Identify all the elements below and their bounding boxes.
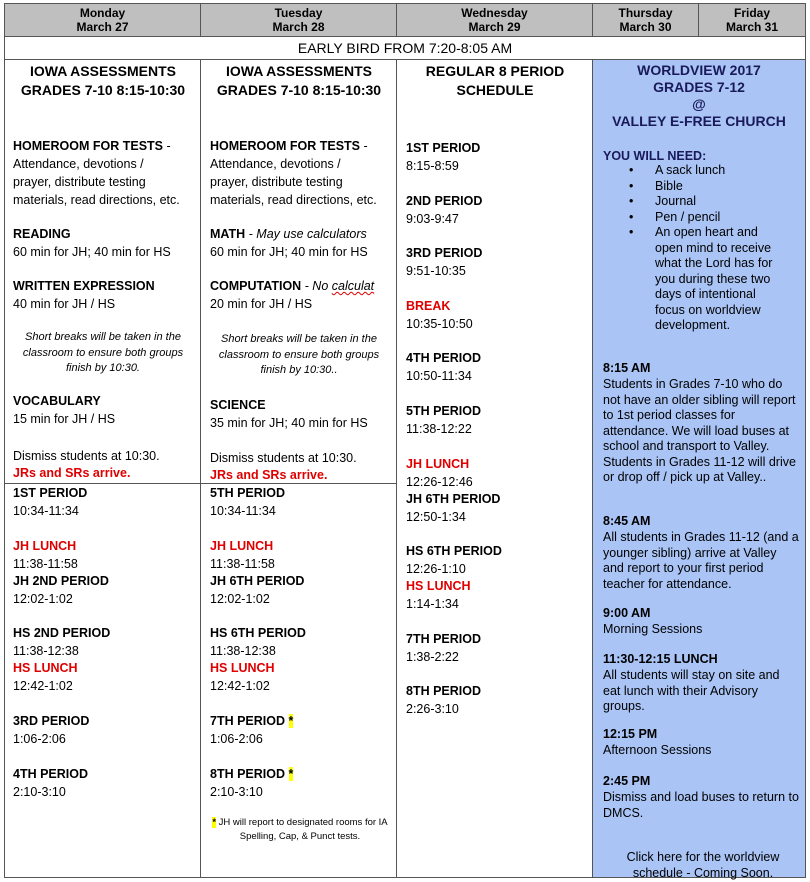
period-heading: HS 6TH PERIOD	[406, 544, 502, 558]
header-friday	[699, 4, 805, 37]
time-heading: 2:45 PM	[603, 774, 651, 788]
footnote	[207, 816, 393, 844]
asterisk-marker: *	[288, 767, 294, 781]
period-heading: 5TH PERIOD	[210, 486, 286, 500]
tuesday-homeroom-heading	[210, 138, 368, 155]
asterisk-marker: *	[288, 714, 294, 728]
test-time: 35 min for JH; 40 min for HS	[210, 416, 368, 430]
dismiss-text: Dismiss students at 10:30.	[210, 451, 357, 465]
test-label: COMPUTATION	[210, 279, 302, 293]
day-name: Wednesday	[461, 6, 528, 20]
homeroom-dash: -	[360, 139, 368, 153]
period-heading: 4TH PERIOD	[13, 767, 89, 781]
test-note-misspelled: calculat	[331, 279, 375, 293]
period-time: 11:38-11:58	[13, 557, 78, 571]
time-heading: 11:30-12:15 LUNCH	[603, 652, 718, 666]
homeroom-line: materials, read directions, etc.	[13, 193, 180, 207]
tuesday-column	[201, 60, 397, 877]
test-heading-math	[210, 226, 367, 243]
list-item: • An open heart and open mind to receive what the Lord has for you during these two days of intentional focus on worldview development.	[627, 225, 787, 334]
day-name: Tuesday	[274, 6, 323, 20]
day-name: Monday	[79, 6, 126, 20]
time-description: Students in Grades 7-10 who do not have an older sibling will report to 1st period classes for attendance. We will load buses at school and transport to Valley. Students in Grades 11-12 will drive or drop off / pick up at Valley..	[603, 377, 796, 484]
period-heading: 3RD PERIOD	[406, 246, 483, 260]
time-description: Dismiss and load buses to return to DMCS.	[603, 790, 799, 820]
test-note: - May use calculators	[245, 227, 367, 241]
test-label: MATH	[210, 227, 246, 241]
header-wednesday	[397, 4, 593, 37]
period-heading: 1ST PERIOD	[13, 486, 88, 500]
test-heading-reading: READING	[13, 227, 71, 241]
breaks-note: Short breaks will be taken in the classroom to ensure both groups finish by 10:30..	[218, 333, 380, 376]
period-time: 10:34-11:34	[13, 504, 79, 518]
time-description: All students in Grades 11-12 (and a younger sibling) arrive at Valley and report to your first period teacher for attendance.	[603, 530, 799, 591]
period-time: 8:15-8:59	[406, 159, 459, 173]
jh-lunch-heading: JH LUNCH	[210, 539, 274, 553]
period-heading: 4TH PERIOD	[406, 351, 482, 365]
period-heading-8th	[210, 766, 293, 783]
worldview-column	[593, 60, 805, 880]
break-heading: BREAK	[406, 299, 451, 313]
day-name: Friday	[733, 6, 770, 20]
dismiss-text: Dismiss students at 10:30.	[13, 449, 160, 463]
time-description: All students will stay on site and eat lunch with their Advisory groups.	[603, 668, 780, 713]
hs-lunch-heading: HS LUNCH	[406, 579, 471, 593]
period-heading-7th	[210, 713, 293, 730]
period-time: 1:06-2:06	[13, 732, 66, 746]
period-time: 11:38-12:22	[406, 422, 472, 436]
homeroom-label: HOMEROOM FOR TESTS	[210, 139, 360, 153]
wednesday-title: REGULAR 8 PERIOD SCHEDULE	[425, 63, 565, 98]
homeroom-line: prayer, distribute testing	[13, 175, 146, 189]
jh-lunch-heading: JH LUNCH	[406, 457, 470, 471]
period-heading: JH 6TH PERIOD	[406, 492, 501, 506]
hs-lunch-heading: HS LUNCH	[13, 661, 78, 675]
period-heading: 2ND PERIOD	[406, 194, 483, 208]
tuesday-title: IOWA ASSESSMENTS GRADES 7-10 8:15-10:30	[216, 63, 382, 98]
period-heading: JH 6TH PERIOD	[210, 574, 305, 588]
header-thursday	[593, 4, 699, 37]
period-time: 2:26-3:10	[406, 702, 459, 716]
period-time: 2:10-3:10	[210, 785, 263, 799]
header-monday	[5, 4, 201, 37]
homeroom-line: materials, read directions, etc.	[210, 193, 377, 207]
period-heading: 8TH PERIOD	[406, 684, 482, 698]
period-label: 8TH PERIOD	[210, 767, 286, 781]
period-label: 7TH PERIOD	[210, 714, 286, 728]
worldview-title	[597, 62, 801, 130]
test-note: - No	[301, 279, 332, 293]
homeroom-dash: -	[163, 139, 171, 153]
title-line: @	[692, 96, 706, 112]
need-heading: YOU WILL NEED:	[603, 149, 707, 163]
title-line: WORLDVIEW 2017	[637, 62, 761, 78]
day-date: March 29	[468, 20, 521, 34]
period-heading: HS 2ND PERIOD	[13, 626, 111, 640]
time-description: Morning Sessions	[603, 622, 703, 636]
day-name: Thursday	[618, 6, 673, 20]
day-date: March 30	[619, 20, 672, 34]
period-heading: 1ST PERIOD	[406, 141, 481, 155]
monday-title: IOWA ASSESSMENTS GRADES 7-10 8:15-10:30	[20, 63, 186, 98]
homeroom-line: Attendance, devotions /	[13, 157, 144, 171]
early-bird-banner: EARLY BIRD FROM 7:20-8:05 AM	[5, 37, 805, 60]
test-heading-science: SCIENCE	[210, 398, 266, 412]
period-heading: 5TH PERIOD	[406, 404, 482, 418]
period-time: 9:51-10:35	[406, 264, 466, 278]
schedule-table	[4, 3, 806, 878]
period-time: 12:02-1:02	[210, 592, 270, 606]
hs-lunch-heading: HS LUNCH	[210, 661, 275, 675]
jh-lunch-heading: JH LUNCH	[13, 539, 77, 553]
day-date: March 27	[76, 20, 129, 34]
worldview-schedule-link[interactable]: Click here for the worldview schedule - Coming Soon.	[626, 850, 780, 880]
time-heading: 8:45 AM	[603, 514, 651, 528]
header-tuesday	[201, 4, 397, 37]
period-time: 1:14-1:34	[406, 597, 459, 611]
time-heading: 8:15 AM	[603, 361, 651, 375]
period-time: 1:38-2:22	[406, 650, 459, 664]
title-line: GRADES 7-12	[653, 79, 745, 95]
period-time: 10:34-11:34	[210, 504, 276, 518]
test-time: 15 min for JH / HS	[13, 412, 116, 426]
period-time: 2:10-3:10	[13, 785, 66, 799]
period-heading: 7TH PERIOD	[406, 632, 482, 646]
test-heading-computation	[210, 278, 374, 295]
monday-homeroom-heading	[13, 138, 171, 155]
test-heading-written: WRITTEN EXPRESSION	[13, 279, 155, 293]
test-time: 60 min for JH; 40 min for HS	[210, 245, 368, 259]
asterisk-marker: *	[212, 817, 217, 828]
period-time: 12:42-1:02	[210, 679, 270, 693]
period-heading: HS 6TH PERIOD	[210, 626, 306, 640]
homeroom-label: HOMEROOM FOR TESTS	[13, 139, 163, 153]
period-time: 12:42-1:02	[13, 679, 73, 693]
arrive-text: JRs and SRs arrive.	[13, 466, 131, 480]
period-heading: JH 2ND PERIOD	[13, 574, 109, 588]
list-item: • Pen / pencil	[627, 210, 787, 226]
period-time: 10:50-11:34	[406, 369, 472, 383]
period-time: 12:02-1:02	[13, 592, 73, 606]
period-time: 11:38-12:38	[210, 644, 276, 658]
breaks-note: Short breaks will be taken in the classroom to ensure both groups finish by 10:30.	[22, 331, 184, 374]
day-date: March 31	[725, 20, 779, 34]
wednesday-column	[397, 60, 593, 877]
monday-column	[5, 60, 201, 877]
period-time: 11:38-12:38	[13, 644, 79, 658]
list-item: • Journal	[627, 194, 787, 210]
period-heading: 3RD PERIOD	[13, 714, 90, 728]
time-heading: 9:00 AM	[603, 606, 651, 620]
arrive-text: JRs and SRs arrive.	[210, 468, 328, 482]
day-date: March 28	[272, 20, 325, 34]
homeroom-line: prayer, distribute testing	[210, 175, 343, 189]
list-item: • Bible	[627, 179, 787, 195]
test-time: 20 min for JH / HS	[210, 297, 313, 311]
period-time: 1:06-2:06	[210, 732, 263, 746]
list-item: • A sack lunch	[627, 163, 787, 179]
period-time: 9:03-9:47	[406, 212, 459, 226]
footnote-text: JH will report to designated rooms for IA Spelling, Cap, & Punct tests.	[216, 817, 388, 842]
test-time: 40 min for JH / HS	[13, 297, 116, 311]
period-time: 12:26-12:46	[406, 475, 473, 489]
period-time: 10:35-10:50	[406, 317, 473, 331]
title-line: VALLEY E-FREE CHURCH	[612, 113, 786, 129]
time-description: Afternoon Sessions	[603, 743, 712, 757]
period-time: 11:38-11:58	[210, 557, 275, 571]
test-heading-vocabulary: VOCABULARY	[13, 394, 101, 408]
period-time: 12:50-1:34	[406, 510, 466, 524]
period-time: 12:26-1:10	[406, 562, 466, 576]
time-heading: 12:15 PM	[603, 727, 658, 741]
needs-list	[627, 163, 787, 334]
homeroom-line: Attendance, devotions /	[210, 157, 341, 171]
test-time: 60 min for JH; 40 min for HS	[13, 245, 171, 259]
